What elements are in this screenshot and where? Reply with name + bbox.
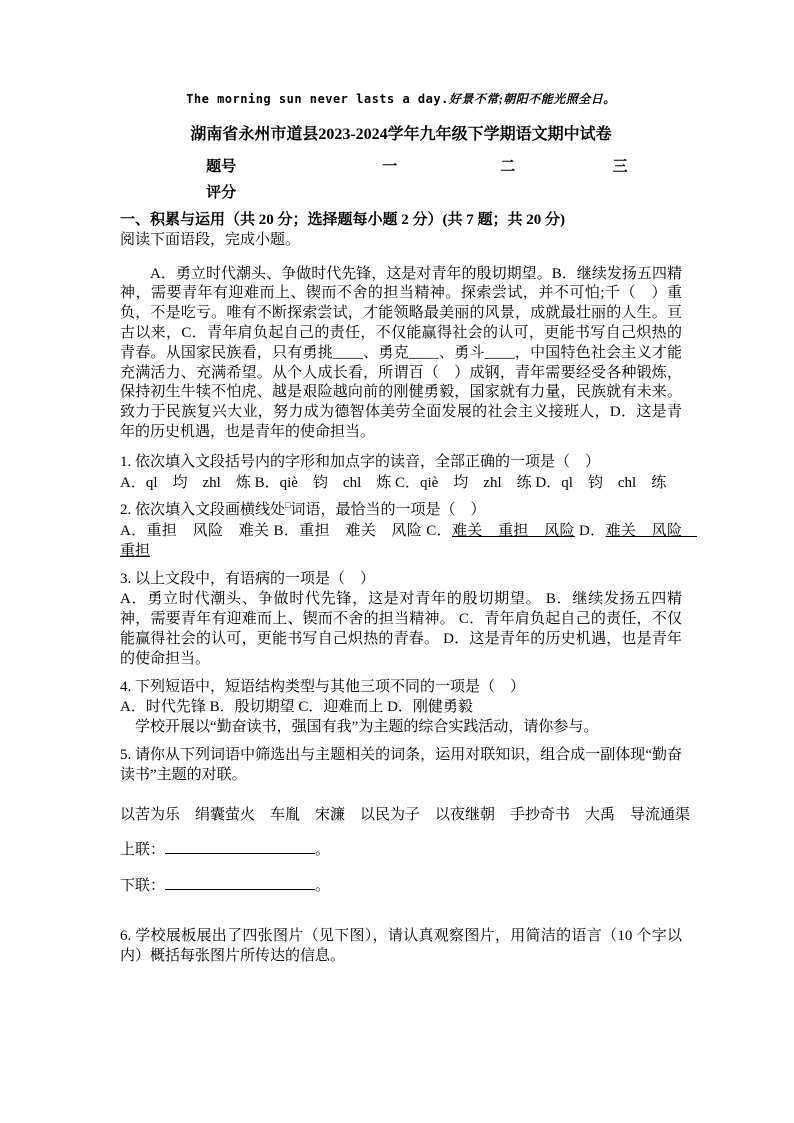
question-2-option-d-words: 难关 风险 重担 <box>120 523 698 559</box>
couplet-lower-label: 下联： <box>120 878 166 895</box>
score-table <box>120 155 682 207</box>
couplet-upper-line <box>120 838 682 861</box>
couplet-lower-line <box>120 874 682 897</box>
score-table-col-three: 三 <box>612 159 628 176</box>
couplet-lower-period: 。 <box>315 878 331 895</box>
motto-english: The morning sun never lasts a day. <box>186 92 449 106</box>
score-cell-two <box>457 181 558 207</box>
section-one-heading: 一、积累与运用（共 20 分；选择题每小题 2 分）(共 7 题；共 20 分) <box>120 211 565 228</box>
question-2-stem-post: 词语，最恰当的一项是（ ） <box>290 502 486 519</box>
score-table-row-question-numbers <box>120 155 682 181</box>
question-2 <box>120 500 698 561</box>
motto-line <box>120 92 682 108</box>
activity-introduction: 学校开展以“勤奋读书，强国有我”为主题的综合实践活动，请你参与。 <box>135 719 599 736</box>
reading-passage: A．勇立时代潮头、争做时代先锋，这是对青年的殷切期望。B．继续发扬五四精神，需要青年有迎难而上、锲而不舍的担当精神。探索尝试，并不可怕;千（ ）重负，不是吃亏。唯有不断探索尝试，才能领略最美丽的风景，成就最壮丽的人生。亘古以来，C．青年肩负起自己的责任，不仅能赢得社会的认可，更能书写自己炽热的青春。从国家民族看，只有勇挑____、勇克____、勇斗____，中国特色社会主义才能充满活力、充满希望。从个人成长看，所谓百（ ）成钢，青年需要经受各种锻炼，保持初生牛犊不怕虎、越是艰险越向前的刚健勇毅，国家就有力量，民族就有未来。致力于民族复兴大业，努力成为德智体美劳全面发展的社会主义接班人，D．这是青年的历史机遇，也是青年的使命担当。 <box>120 265 682 440</box>
question-5-stem: 5. 请你从下列词语中筛选出与主题相关的词条，运用对联知识，组合成一副体现“勤奋读书”主题的对联。 <box>120 747 682 783</box>
question-4-stem: 4. 下列短语中，短语结构类型与其他三项不同的一项是（ ） <box>120 678 526 695</box>
score-table-label-question-number: 题号 <box>206 159 237 176</box>
question-5 <box>120 746 691 897</box>
question-2-option-d-label: D． <box>574 523 606 540</box>
question-5-word-bank: 以苦为乐 绢囊萤火 车胤 宋濂 以民为子 以夜继朝 手抄奇书 大禹 导流通渠 <box>120 806 691 823</box>
question-4-options: A．时代先锋 B．殷切期望 C．迎难而上 D．刚健勇毅 <box>120 699 473 716</box>
score-table-label-score: 评分 <box>206 185 237 202</box>
score-cell-three <box>558 181 682 207</box>
question-6 <box>120 927 682 967</box>
question-2-stem-pre: 2. 依次填入文段画横线处 <box>120 502 286 519</box>
motto-chinese: 好景不常;朝阳不能光照全日。 <box>448 92 616 106</box>
question-1-stem: 1. 依次填入文段括号内的字形和加点字的读音，全部正确的一项是（ ） <box>120 453 601 470</box>
question-2-options-ab: A．重担 风险 难关 B．重担 难关 风险 <box>120 523 427 540</box>
question-3-stem: 3. 以上文段中，有语病的一项是（ ） <box>120 570 376 587</box>
question-3 <box>120 570 682 670</box>
exam-title: 湖南省永州市道县2023-2024学年九年级下学期语文期中试卷 <box>190 125 612 143</box>
couplet-lower-blank <box>165 874 315 890</box>
score-table-col-two: 二 <box>500 159 516 176</box>
blank-box-mark: □ <box>285 500 291 511</box>
question-1 <box>120 453 682 494</box>
score-table-col-one: 一 <box>382 159 398 176</box>
question-3-options: A．勇立时代潮头、争做时代先锋，这是对青年的殷切期望。 B．继续发扬五四精神，需要青年有迎难而上、锲而不舍的担当精神。 C．青年肩负起自己的责任，不仅能赢得社会的认可，更能书写自己炽热的青春。 D．这是青年的历史机遇，也是青年的使命担当。 <box>120 591 682 667</box>
score-cell-one <box>322 181 457 207</box>
question-1-options: A．ql 均 zhl 炼 B．qiè 钧 chl 炼 C．qiè 均 zhl 练 D．ql 钧 chl 练 <box>120 474 667 491</box>
couplet-upper-period: 。 <box>315 842 331 859</box>
question-4 <box>120 678 682 738</box>
question-2-options <box>120 522 698 562</box>
couplet-upper-blank <box>165 838 315 854</box>
reading-instruction: 阅读下面语段，完成小题。 <box>120 231 301 248</box>
score-table-row-score <box>120 181 682 207</box>
question-6-stem: 6. 学校展板展出了四张图片（见下图），请认真观察图片，用简洁的语言（10 个字以内）概括每张图片所传达的信息。 <box>120 928 682 964</box>
question-2-option-c-label: C． <box>426 523 452 540</box>
couplet-upper-label: 上联： <box>120 842 166 859</box>
question-2-stem <box>120 501 682 521</box>
question-2-option-c-words: 难关 重担 风险 <box>451 523 575 540</box>
